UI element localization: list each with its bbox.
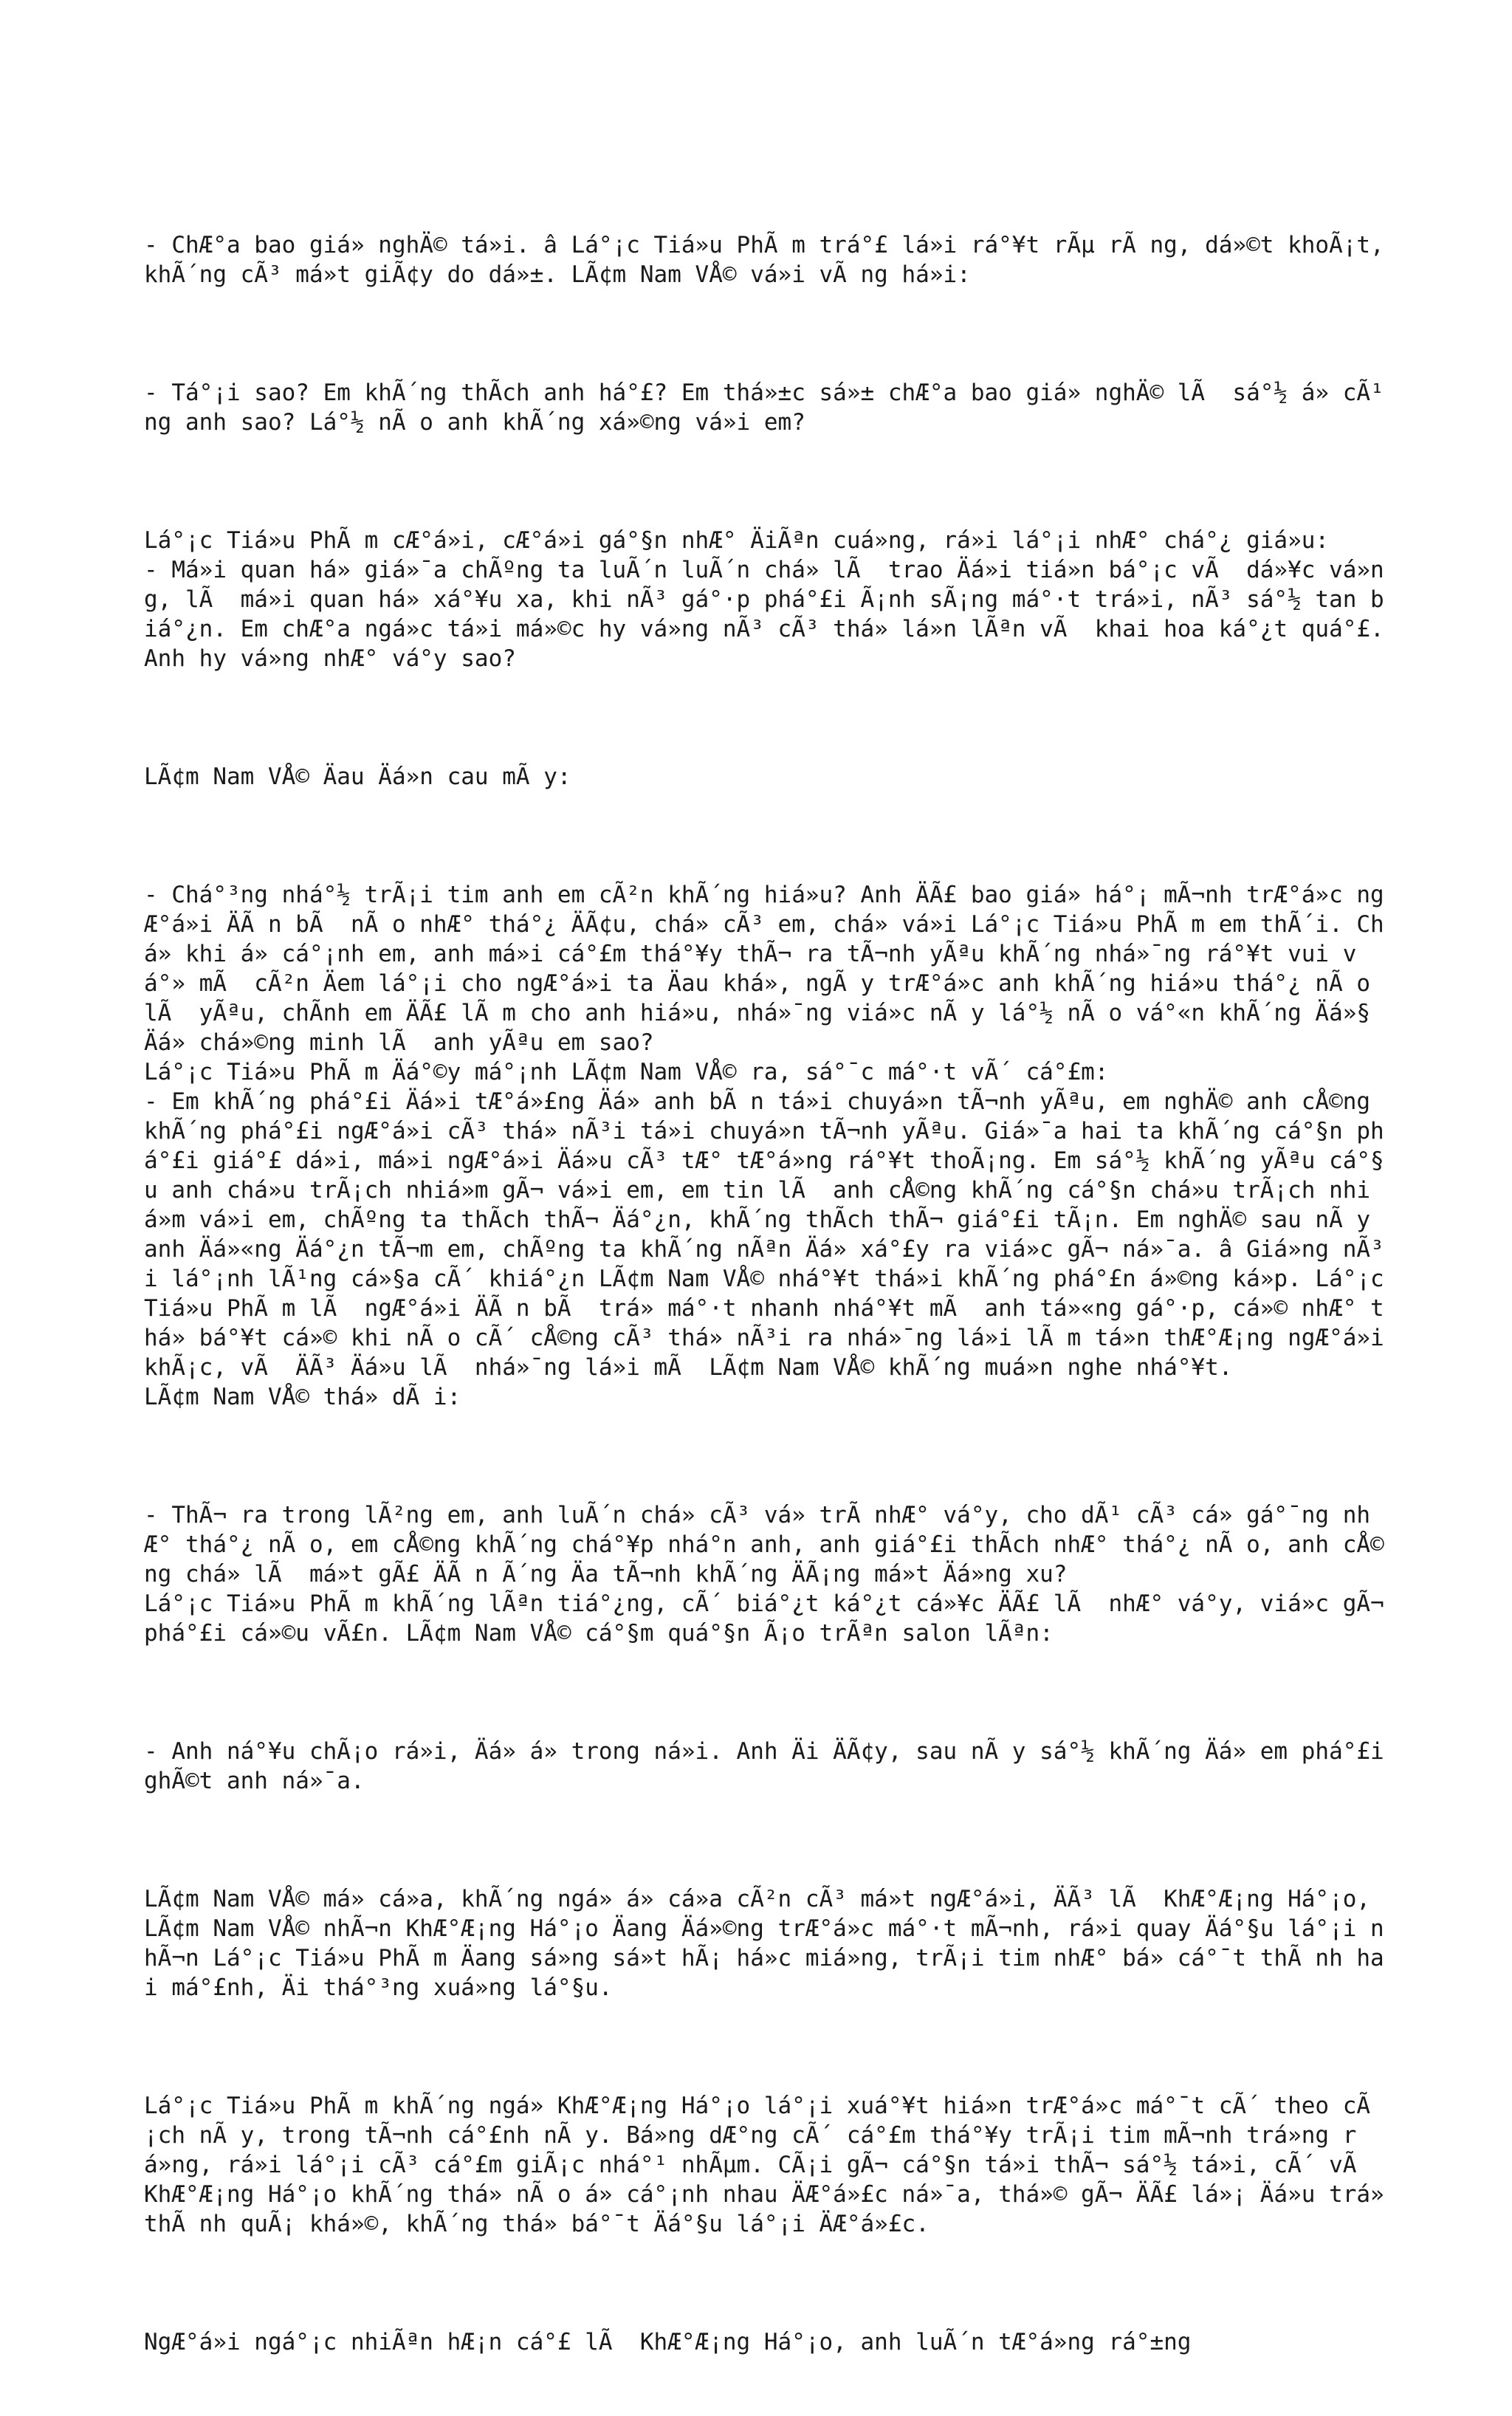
paragraph: - ChÆ°a bao giá» nghÄ© tá»i. â Lá°¡c Tiá»u PhÃ m trá°£ lá»i rá°¥t rÃµ rÃ ng, dá»©t khoÃ¡t, khÃ´ng cÃ³ má»t giÃ¢y do dá»±. LÃ¢m Nam VÅ© vá»i vÃ ng há»i: — [144, 232, 1398, 288]
paragraph: Lá°¡c Tiá»u PhÃ m cÆ°á»i, cÆ°á»i gá°§n nhÆ° ÄiÃªn cuá»ng, rá»i lá°¡i nhÆ° chá°¿ giá»u: - Má»i quan há» giá»¯a chÃºng ta luÃ´n luÃ´n chá» lÃ trao Äá»i tiá»n bá°¡c vÃ dá»¥c vá»ng, lÃ má»i quan há» xá°¥u xa, khi nÃ³ gá°·p phá°£i Ã¡nh sÃ¡ng má°·t trá»i, nÃ³ sá°½ tan biá°¿n. Em chÆ°a ngá»c tá»i má»©c hy vá»ng nÃ³ cÃ³ thá» lá»n lÃªn vÃ khai hoa ká°¿t quá°£. Anh hy vá»ng nhÆ° vá°y sao? — [144, 527, 1384, 672]
paragraph: LÃ¢m Nam VÅ© má» cá»a, khÃ´ng ngá» á» cá»a cÃ²n cÃ³ má»t ngÆ°á»i, ÄÃ³ lÃ KhÆ°Æ¡ng Há°¡o, LÃ¢m Nam VÅ© nhÃ¬n KhÆ°Æ¡ng Há°¡o Äang Äá»©ng trÆ°á»c má°·t mÃ¬nh, rá»i quay Äá°§u lá°¡i nhÃ¬n Lá°¡c Tiá»u PhÃ m Äang sá»ng sá»t hÃ¡ há»c miá»ng, trÃ¡i tim nhÆ° bá» cá°¯t thÃ nh hai má°£nh, Äi thá°³ng xuá»ng lá°§u. — [144, 1886, 1384, 2001]
paragraph: - Tá°¡i sao? Em khÃ´ng thÃch anh há°£? Em thá»±c sá»± chÆ°a bao giá» nghÄ© lÃ sá°½ á» cÃ¹ng anh sao? Lá°½ nÃ o anh khÃ´ng xá»©ng vá»i em? — [144, 380, 1384, 436]
paragraph: - Chá°³ng nhá°½ trÃ¡i tim anh em cÃ²n khÃ´ng hiá»u? Anh ÄÃ£ bao giá» há°¡ mÃ¬nh trÆ°á»c ngÆ°á»i ÄÃ n bÃ nÃ o nhÆ° thá°¿ ÄÃ¢u, chá» cÃ³ em, chá» vá»i Lá°¡c Tiá»u PhÃ m em thÃ´i. Chá» khi á» cá°¡nh em, anh má»i cá°£m thá°¥y thÃ¬ ra tÃ¬nh yÃªu khÃ´ng nhá»¯ng rá°¥t vui vá°» mÃ cÃ²n Äem lá°¡i cho ngÆ°á»i ta Äau khá», ngÃ y trÆ°á»c anh khÃ´ng hiá»u thá°¿ nÃ o lÃ yÃªu, chÃnh em ÄÃ£ lÃ m cho anh hiá»u, nhá»¯ng viá»c nÃ y lá°½ nÃ o vá°«n khÃ´ng Äá»§ Äá» chá»©ng minh lÃ anh yÃªu em sao? Lá°¡c Tiá»u PhÃ m Äá°©y má°¡nh LÃ¢m Nam VÅ© ra, sá°¯c má°·t vÃ´ cá°£m: - Em khÃ´ng phá°£i Äá»i tÆ°á»£ng Äá» anh bÃ n tá»i chuyá»n tÃ¬nh yÃªu, em nghÄ© anh cÅ©ng khÃ´ng phá°£i ngÆ°á»i cÃ³ thá» nÃ³i tá»i chuyá»n tÃ¬nh yÃªu. Giá»¯a hai ta khÃ´ng cá°§n phá°£i giá°£ dá»i, má»i ngÆ°á»i Äá»u cÃ³ tÆ° tÆ°á»ng rá°¥t thoÃ¡ng. Em sá°½ khÃ´ng yÃªu cá°§u anh chá»u trÃ¡ch nhiá»m gÃ¬ vá»i em, em tin lÃ anh cÅ©ng khÃ´ng cá°§n chá»u trÃ¡ch nhiá»m vá»i em, chÃºng ta thÃch thÃ¬ Äá°¿n, khÃ´ng thÃch thÃ¬ giá°£i tÃ¡n. Em nghÄ© sau nÃ y anh Äá»«ng Äá°¿n tÃ¬m em, chÃºng ta khÃ´ng nÃªn Äá» xá°£y ra viá»c gÃ¬ ná»¯a. â Giá»ng nÃ³i lá°¡nh lÃ¹ng cá»§a cÃ´ khiá°¿n LÃ¢m Nam VÅ© nhá°¥t thá»i khÃ´ng phá°£n á»©ng ká»p. Lá°¡c Tiá»u PhÃ m lÃ ngÆ°á»i ÄÃ n bÃ trá» má°·t nhanh nhá°¥t mÃ anh tá»«ng gá°·p, cá»© nhÆ° thá» bá°¥t cá»© khi nÃ o cÃ´ cÅ©ng cÃ³ thá» nÃ³i ra nhá»¯ng lá»i lÃ m tá»n thÆ°Æ¡ng ngÆ°á»i khÃ¡c, vÃ ÄÃ³ Äá»u lÃ nhá»¯ng lá»i mÃ LÃ¢m Nam VÅ© khÃ´ng muá»n nghe nhá°¥t. LÃ¢m Nam VÅ© thá» dÃ i: — [144, 882, 1384, 1410]
paragraph: NgÆ°á»i ngá°¡c nhiÃªn hÆ¡n cá°£ lÃ KhÆ°Æ¡ng Há°¡o, anh luÃ´n tÆ°á»ng rá°±ng — [144, 2329, 1192, 2355]
paragraph: Lá°¡c Tiá»u PhÃ m khÃ´ng ngá» KhÆ°Æ¡ng Há°¡o lá°¡i xuá°¥t hiá»n trÆ°á»c má°¯t cÃ´ theo cÃ¡ch nÃ y, trong tÃ¬nh cá°£nh nÃ y. Bá»ng dÆ°ng cÃ´ cá°£m thá°¥y trÃ¡i tim mÃ¬nh trá»ng rá»ng, rá»i lá°¡i cÃ³ cá°£m giÃ¡c nhá°¹ nhÃµm. CÃ¡i gÃ¬ cá°§n tá»i thÃ¬ sá°½ tá»i, cÃ´ vÃ KhÆ°Æ¡ng Há°¡o khÃ´ng thá» nÃ o á» cá°¡nh nhau ÄÆ°á»£c ná»¯a, thá»© gÃ¬ ÄÃ£ lá»¡ Äá»u trá» thÃ nh quÃ¡ khá»©, khÃ´ng thá» bá°¯t Äá°§u lá°¡i ÄÆ°á»£c. — [144, 2093, 1398, 2237]
paragraph: - Anh ná°¥u chÃ¡o rá»i, Äá» á» trong ná»i. Anh Äi ÄÃ¢y, sau nÃ y sá°½ khÃ´ng Äá» em phá°£i ghÃ©t anh ná»¯a. — [144, 1738, 1398, 1794]
document-body — [144, 171, 1398, 2416]
paragraph: LÃ¢m Nam VÅ© Äau Äá»n cau mÃ y: — [144, 763, 571, 790]
paragraph: - ThÃ¬ ra trong lÃ²ng em, anh luÃ´n chá» cÃ³ vá» trÃ nhÆ° vá°y, cho dÃ¹ cÃ³ cá» gá°¯ng nhÆ° thá°¿ nÃ o, em cÅ©ng khÃ´ng chá°¥p nhá°n anh, anh giá°£i thÃch nhÆ° thá°¿ nÃ o, anh cÅ©ng chá» lÃ má»t gÃ£ ÄÃ n Ã´ng Äa tÃ¬nh khÃ´ng ÄÃ¡ng má»t Äá»ng xu? Lá°¡c Tiá»u PhÃ m khÃ´ng lÃªn tiá°¿ng, cÃ´ biá°¿t ká°¿t cá»¥c ÄÃ£ lÃ nhÆ° vá°y, viá»c gÃ¬ phá°£i cá»©u vÃ£n. LÃ¢m Nam VÅ© cá°§m quá°§n Ã¡o trÃªn salon lÃªn: — [144, 1502, 1384, 1647]
